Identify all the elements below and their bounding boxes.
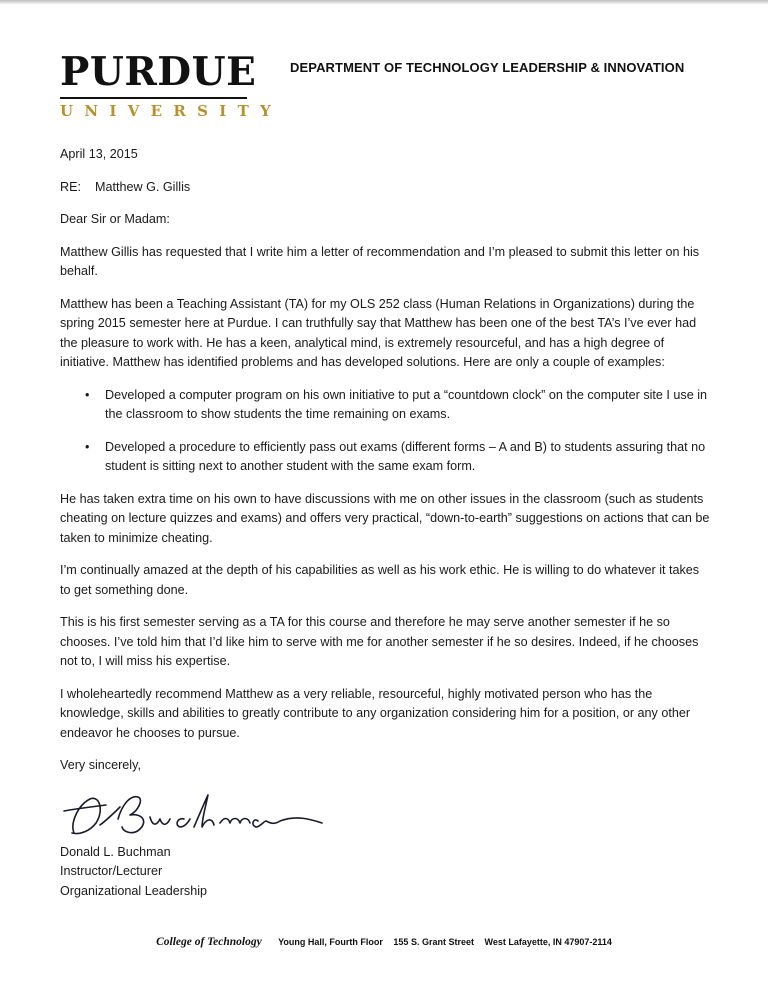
- letter-re-line: RE: Matthew G. Gillis: [60, 179, 191, 194]
- logo-university: UNIVERSITY: [60, 102, 283, 120]
- paragraph-3: He has taken extra time on his own to have discussions with me on other issues in the classroom (such as students cheating on lecture quizzes and exams) and offers very practical, “down-to-earth” suggestions on actions that can be taken to minimize cheating.: [60, 491, 710, 545]
- handwritten-signature: [60, 789, 340, 841]
- logo-wordmark: PURDUE: [60, 49, 257, 95]
- footer-building: Young Hall, Fourth Floor: [278, 937, 383, 947]
- bullet-icon: •: [85, 439, 90, 454]
- letterhead-footer: [0, 936, 768, 948]
- signer-name: Donald L. Buchman: [60, 844, 171, 859]
- scan-edge: [0, 0, 768, 4]
- signer-title: Instructor/Lecturer: [60, 864, 163, 878]
- paragraph-2: Matthew has been a Teaching Assistant (TA) for my OLS 252 class (Human Relations in Organizations) during the spring 2015 semester here at Purdue. I can truthfully say that Matthew has been one of the best TA’s I’ve ever had the pleasure to work with. He has a keen, analytical mind, is extremely resourceful, and has a high degree of initiative. Matthew has identified problems and has developed solutions. Here are only a couple of examples:: [60, 296, 697, 369]
- department-heading: DEPARTMENT OF TECHNOLOGY LEADERSHIP & INNOVATION: [290, 60, 685, 75]
- list-item-text: Developed a procedure to efficiently pass out exams (different forms – A and B) to students assuring that no student is sitting next to another student with the same exam form.: [105, 439, 706, 473]
- list-item: [60, 386, 710, 425]
- letter-body: [60, 145, 710, 901]
- signer-block: [60, 843, 710, 902]
- purdue-logo: [60, 49, 283, 120]
- paragraph-4: I’m continually amazed at the depth of his capabilities as well as his work ethic. He is willing to do whatever it takes to get something done.: [60, 563, 700, 597]
- bullet-icon: •: [85, 387, 90, 402]
- list-item: [60, 438, 710, 477]
- paragraph-6: I wholeheartedly recommend Matthew as a very reliable, resourceful, highly motivated person who has the knowledge, skills and abilities to greatly contribute to any organization considering him for a position, or any other endeavor he chooses to pursue.: [60, 686, 691, 740]
- footer-college: College of Technology: [156, 936, 262, 948]
- signer-department: Organizational Leadership: [60, 883, 208, 898]
- letter-closing: Very sincerely,: [60, 758, 141, 772]
- paragraph-5: This is his first semester serving as a TA for this course and therefore he may serve another semester if he so chooses. I’ve told him that I’d like him to serve with me for another semester if he so desires. Indeed, if he chooses not to, I will miss his expertise.: [60, 615, 699, 668]
- footer-street: 155 S. Grant Street: [393, 937, 474, 947]
- footer-city: West Lafayette, IN 47907-2114: [484, 937, 612, 947]
- letter-date: April 13, 2015: [60, 147, 138, 161]
- paragraph-1: Matthew Gillis has requested that I write him a letter of recommendation and I’m pleased to submit this letter on his behalf.: [60, 244, 700, 278]
- list-item-text: Developed a computer program on his own initiative to put a “countdown clock” on the computer site I use in the classroom to show students the time remaining on exams.: [105, 387, 708, 421]
- examples-list: [60, 386, 710, 477]
- logo-rule: [60, 97, 247, 99]
- letter-salutation: Dear Sir or Madam:: [60, 212, 170, 226]
